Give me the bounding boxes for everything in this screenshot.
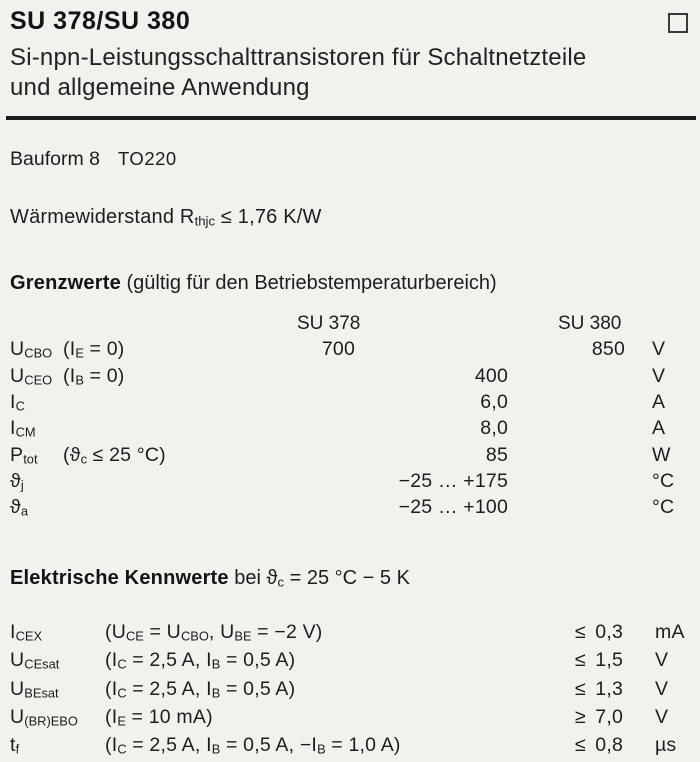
common-value-cell: 6,0 [480,391,508,413]
column-header-su380: SU 380 [558,313,622,335]
limits-heading-title: Grenzwerte [10,272,121,295]
common-value-cell: 8,0 [480,417,508,440]
package-label: Bauform 8 [10,148,100,170]
page-subtitle [10,43,692,103]
common-value-cell: 85 [485,443,508,466]
unit-cell: µs [655,734,677,757]
characteristics-heading-note: bei $ϑ_c = 25$ °C − 5 K [228,566,410,589]
condition-cell: ($I_C = 2,5$ A, $I_B = 0,5$ A) [105,677,296,700]
su380-value-cell [508,444,625,470]
unit-cell: V [652,364,666,387]
package-line [10,147,692,171]
condition-cell [63,391,265,417]
limit-row-uceo [10,365,692,391]
char-row-ucesat [10,648,692,676]
su380-value-cell [508,470,625,496]
common-value-cell: 400 [474,364,508,387]
condition-cell: ($I_E = 10$ mA) [105,705,213,729]
su378-value-cell: 700 [321,338,355,361]
column-header-su378: SU 378 [297,313,361,335]
symbol-cell: $U_{(BR)EBO}$ [10,705,78,729]
symbol-cell: $P_{tot}$ [10,443,38,466]
condition-cell: ($ϑ_c \le 25$ °C) [63,443,166,466]
relation-cell: ≥ [575,705,586,728]
condition-cell: ($U_{CE} = U_{CBO}$, $U_{BE} = -2$ V) [105,620,323,644]
symbol-cell: $I_{CM}$ [10,417,36,440]
limit-row-theta-a [10,496,692,522]
subtitle-line-2: und allgemeine Anwendung [10,74,310,101]
unit-cell: V [652,338,666,361]
corner-square-icon [668,13,688,33]
su378-value-cell [265,496,355,522]
condition-cell [63,496,265,522]
unit-cell: mA [655,620,685,643]
unit-cell: V [655,677,669,700]
value-cell: 0,8 [595,734,623,757]
unit-cell: W [652,443,671,466]
char-row-icex [10,620,692,648]
symbol-cell: $t_f$ [10,734,20,757]
relation-cell: ≤ [575,649,586,672]
unit-cell: V [655,649,669,672]
su378-value-cell [265,470,355,496]
char-row-ubrebo [10,705,692,733]
su380-value-cell: 850 [591,338,625,361]
package-value: TO220 [117,148,177,169]
characteristics-heading [10,565,692,595]
char-row-ubesat [10,677,692,705]
unit-cell: °C [652,496,675,519]
page-title: SU 378/SU 380 [10,7,191,35]
symbol-cell: $I_{CEX}$ [10,620,43,644]
condition-cell: ($I_C = 2,5$ A, $I_B = 0,5$ A) [105,649,296,672]
su380-value-cell [508,391,625,417]
char-row-tf [10,733,692,761]
condition-cell: $(I_B = 0)$ [63,364,125,387]
condition-cell: ($I_C = 2,5$ A, $I_B = 0,5$ A, $-I_B = 1,0$ A) [105,734,401,757]
symbol-cell: $I_C$ [10,391,25,414]
unit-cell: A [652,391,666,413]
su378-value-cell [265,444,355,470]
symbol-cell: $U_{CEO}$ [10,364,53,387]
title-row [10,6,692,36]
limits-column-headers [10,313,692,337]
su380-value-cell [508,496,625,522]
symbol-cell: $U_{CEsat}$ [10,649,60,672]
su378-value-cell [265,365,355,391]
limit-row-ptot [10,444,692,470]
condition-cell [63,417,265,443]
thermal-resistance-line: Wärmewiderstand $R_{thjc} \le 1,76$ K/W [10,206,322,229]
relation-cell: ≤ [575,620,586,643]
condition-cell [63,470,265,496]
characteristics-heading-title: Elektrische Kennwerte [10,566,229,589]
relation-cell: ≤ [575,734,586,757]
condition-cell: $(I_E = 0)$ [63,338,125,361]
value-cell: 0,3 [595,620,623,643]
common-value-cell [355,338,508,364]
common-value-cell: −25 … +175 [398,469,508,492]
common-value-cell: −25 … +100 [398,496,508,519]
symbol-cell: $ϑ_a$ [10,496,29,519]
limits-table [10,338,692,522]
su380-value-cell [508,365,625,391]
limit-row-ucbo [10,338,692,364]
unit-cell: A [652,417,666,440]
limits-heading [10,270,692,296]
su378-value-cell [265,391,355,417]
symbol-cell: $ϑ_j$ [10,469,24,493]
limit-row-theta-j [10,470,692,496]
relation-cell: ≤ [575,677,586,700]
value-cell: 1,3 [595,677,623,700]
unit-cell: °C [652,469,675,492]
value-cell: 7,0 [595,705,623,728]
unit-cell: V [655,705,669,728]
characteristics-table [10,620,692,762]
value-cell: 1,5 [595,649,623,672]
su378-value-cell [265,417,355,443]
symbol-cell: $U_{CBO}$ [10,338,53,361]
limits-heading-note: (gültig für den Betriebstemperaturbereich) [120,272,497,295]
limit-row-ic [10,391,692,417]
su380-value-cell [508,417,625,443]
divider-rule [6,116,696,120]
limit-row-icm [10,417,692,443]
symbol-cell: $U_{BEsat}$ [10,677,59,700]
subtitle-line-1: Si-npn-Leistungsschalttransistoren für Schaltnetzteile [10,44,587,71]
